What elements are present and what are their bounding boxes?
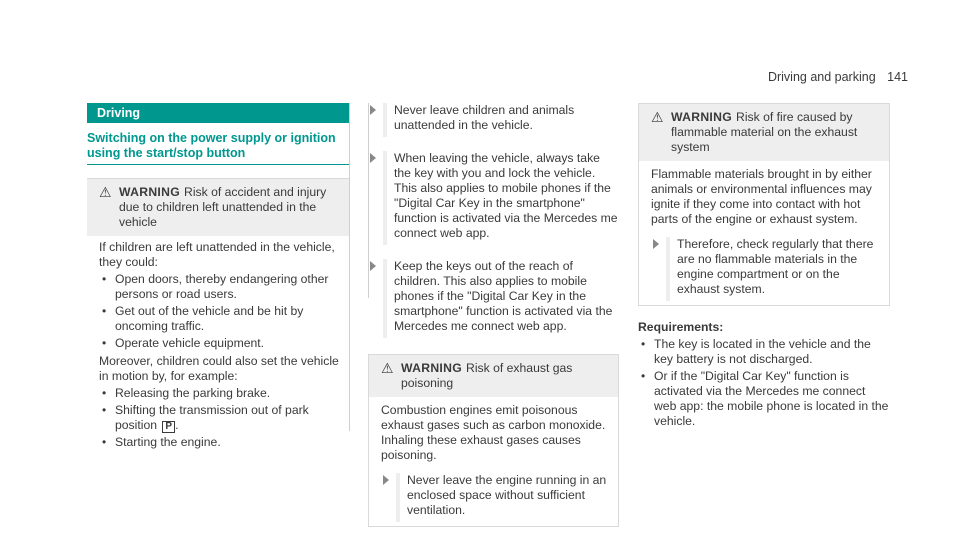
page-number: 141 <box>887 70 908 84</box>
action-step <box>368 151 619 241</box>
hazard-list <box>99 272 349 351</box>
list-item: • Or if the "Digital Car Key" function is activated via the Mercedes me connect web app: the mobile phone is located in the vehicle. <box>654 369 890 429</box>
action-text: Therefore, check regularly that there are no flammable materials in the engine compartment or on the exhaust system. <box>677 237 874 296</box>
list-item: • Operate vehicle equipment. <box>115 336 349 351</box>
motion-list <box>99 386 349 450</box>
arrow-right-icon <box>370 261 376 271</box>
warning-box-children <box>87 178 349 236</box>
page-header-title: Driving and parking <box>767 70 876 84</box>
column-2 <box>368 103 619 527</box>
section-title: Switching on the power supply or ignition using the start/stop button <box>87 131 349 165</box>
warning-triangle-icon: ⚠ <box>381 360 394 376</box>
page-header <box>768 70 908 84</box>
requirements <box>638 320 890 429</box>
body-text <box>87 236 349 450</box>
warning-text: Risk of accident and injury due to children left unattended in the vehicle <box>119 185 327 229</box>
list-item <box>115 403 349 433</box>
action-bar <box>383 103 387 137</box>
warning-triangle-icon: ⚠ <box>651 109 664 125</box>
arrow-right-icon <box>370 153 376 163</box>
list-item: • The key is located in the vehicle and the key battery is not discharged. <box>654 337 890 367</box>
column-divider <box>349 103 350 431</box>
warning-header <box>87 179 349 236</box>
requirements-title: Requirements: <box>638 320 724 334</box>
arrow-right-icon <box>370 105 376 115</box>
warning-label: WARNING <box>671 110 733 124</box>
action-text: Keep the keys out of the reach of children. This also applies to mobile phones if the "Digital Car Key in the smartphone" function is activated via the Mercedes me connect web app. <box>394 259 613 333</box>
warning-header <box>639 104 889 161</box>
list-item: • Releasing the parking brake. <box>115 386 349 401</box>
list-item: • Get out of the vehicle and be hit by oncoming traffic. <box>115 304 349 334</box>
column-3 <box>638 103 890 431</box>
action-step <box>368 259 619 334</box>
requirements-list <box>638 337 890 429</box>
column-1 <box>87 103 349 452</box>
action-bar <box>383 151 387 245</box>
warning-label: WARNING <box>119 185 181 199</box>
action-bar <box>383 259 387 338</box>
park-symbol-icon: P <box>162 421 175 433</box>
arrow-right-icon <box>653 239 659 249</box>
list-item-text: Shifting the transmission out of park position <box>115 403 309 432</box>
action-text: Never leave the engine running in an enclosed space without sufficient ventilation. <box>407 473 607 517</box>
action-text: When leaving the vehicle, always take the key with you and lock the vehicle. This also applies to mobile phones if the "Digital Car Key in the smartphone" function is activated via the Mercedes me connect web app. <box>394 151 618 240</box>
list-item: • Starting the engine. <box>115 435 349 450</box>
section-header: Driving <box>87 103 349 123</box>
action-step <box>368 103 619 133</box>
warning-text: Risk of fire caused by flammable material on the exhaust system <box>671 110 858 154</box>
action-step <box>381 473 608 518</box>
moreover-text: Moreover, children could also set the vehicle in motion by, for example: <box>99 354 339 383</box>
arrow-right-icon <box>383 475 389 485</box>
warning-label: WARNING <box>401 361 463 375</box>
action-bar <box>666 237 670 301</box>
warning-text: Risk of exhaust gas poisoning <box>401 361 573 390</box>
list-item-end: . <box>175 418 179 432</box>
warning-header <box>369 355 618 397</box>
warning-box-exhaust <box>368 354 619 527</box>
action-step <box>651 237 879 297</box>
intro-text: If children are left unattended in the vehicle, they could: <box>99 240 335 269</box>
warning-body <box>639 161 889 305</box>
list-item: • Open doors, thereby endangering other persons or road users. <box>115 272 349 302</box>
warning-body-text: Combustion engines emit poisonous exhaust gases such as carbon monoxide. Inhaling these exhaust gases causes poisoning. <box>381 403 606 462</box>
warning-box-fire <box>638 103 890 306</box>
action-text: Never leave children and animals unattended in the vehicle. <box>394 103 575 132</box>
warning-body <box>369 397 618 526</box>
warning-body-text: Flammable materials brought in by either animals or environmental influences may ignite if they come into contact with hot parts of the engine or exhaust system. <box>651 167 872 226</box>
warning-triangle-icon: ⚠ <box>99 184 112 200</box>
action-bar <box>396 473 400 522</box>
